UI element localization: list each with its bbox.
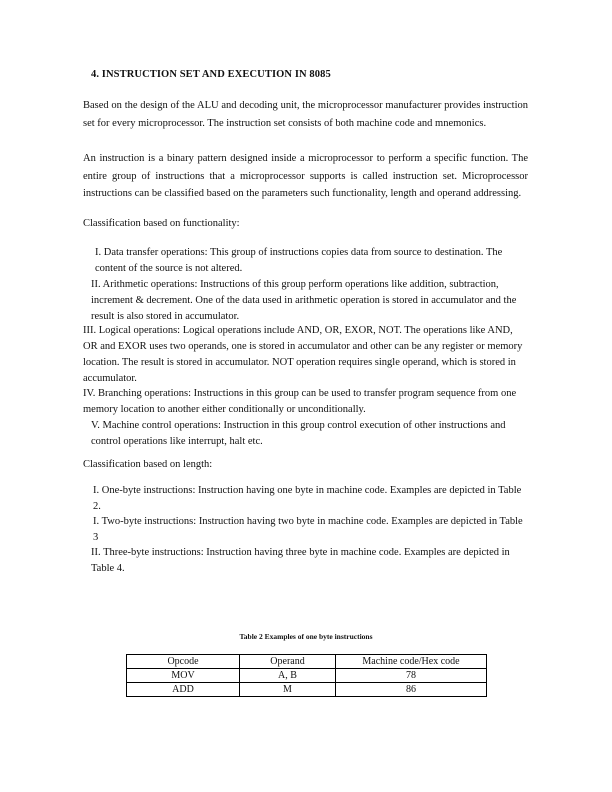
list-item (83, 418, 528, 450)
column-header: Machine code/Hex code (336, 655, 487, 669)
list-text: Logical operations: Logical operations include AND, OR, EXOR, NOT. The operations like AND, OR and EXOR uses two operands, one is stored in accumulator and other can be any register or memory location. The result is stored in accumulator. NOT operation requires single operand, which is stored in accumulator. (83, 325, 523, 384)
table-header-row (127, 655, 487, 669)
column-header: Operand (240, 655, 336, 669)
table-row (127, 683, 487, 697)
list-text: Two-byte instructions: Instruction having two byte in machine code. Examples are depicted in Table 3 (93, 516, 523, 543)
table-row (127, 669, 487, 683)
list-text: Branching operations: Instructions in this group can be used to transfer program sequence from one memory location to another either conditionally or unconditionally. (83, 388, 517, 415)
list-text: Machine control operations: Instruction in this group control execution of other instructions and control operations like interrupt, halt etc. (91, 420, 506, 447)
table-caption: Table 2 Examples of one byte instructions (239, 632, 373, 641)
list-text: Data transfer operations: This group of instructions copies data from source to destination. The content of the source is not altered. (95, 247, 503, 274)
list-item (83, 386, 528, 418)
table-cell: 86 (336, 683, 487, 697)
list-number: IV. (83, 388, 96, 399)
intro-paragraph: Based on the design of the ALU and decoding unit, the microprocessor manufacturer provides instruction set for every microprocessor. The instruction set consists of both machine code and mnemonics. (83, 100, 528, 129)
table-cell: MOV (127, 669, 240, 683)
table-cell: A, B (240, 669, 336, 683)
list-item (83, 483, 528, 515)
list-number: II. (91, 547, 101, 558)
list-text: Arithmetic operations: Instructions of this group perform operations like addition, subtraction, increment & decrement. One of the data used in arithmetic operation is stored in accumulator and the result is also stored in accumulator. (91, 279, 517, 322)
column-header: Opcode (127, 655, 240, 669)
table-cell: ADD (127, 683, 240, 697)
length-heading: Classification based on length: (83, 459, 213, 470)
list-number: I. (95, 247, 102, 258)
list-number: I. (93, 485, 100, 496)
functionality-heading: Classification based on functionality: (83, 218, 240, 229)
list-item (83, 323, 528, 387)
section-heading: 4. INSTRUCTION SET AND EXECUTION IN 8085 (91, 69, 331, 80)
table-cell: 78 (336, 669, 487, 683)
list-text: One-byte instructions: Instruction having one byte in machine code. Examples are depicted in Table 2. (93, 485, 522, 512)
table-cell: M (240, 683, 336, 697)
list-item (83, 545, 528, 577)
list-item (83, 277, 528, 325)
list-number: V. (91, 420, 100, 431)
list-item (83, 245, 528, 277)
list-number: III. (83, 325, 97, 336)
instruction-paragraph: An instruction is a binary pattern designed inside a microprocessor to perform a specific function. The entire group of instructions that a microprocessor supports is called instruction set. Microprocessor instructions can be classified based on the parameters such functionality, length and operand addressing. (83, 153, 528, 199)
list-number: II. (91, 279, 101, 290)
instruction-table (126, 654, 487, 697)
list-item (83, 514, 528, 546)
list-text: Three-byte instructions: Instruction having three byte in machine code. Examples are depicted in Table 4. (91, 547, 510, 574)
list-number: I. (93, 516, 100, 527)
